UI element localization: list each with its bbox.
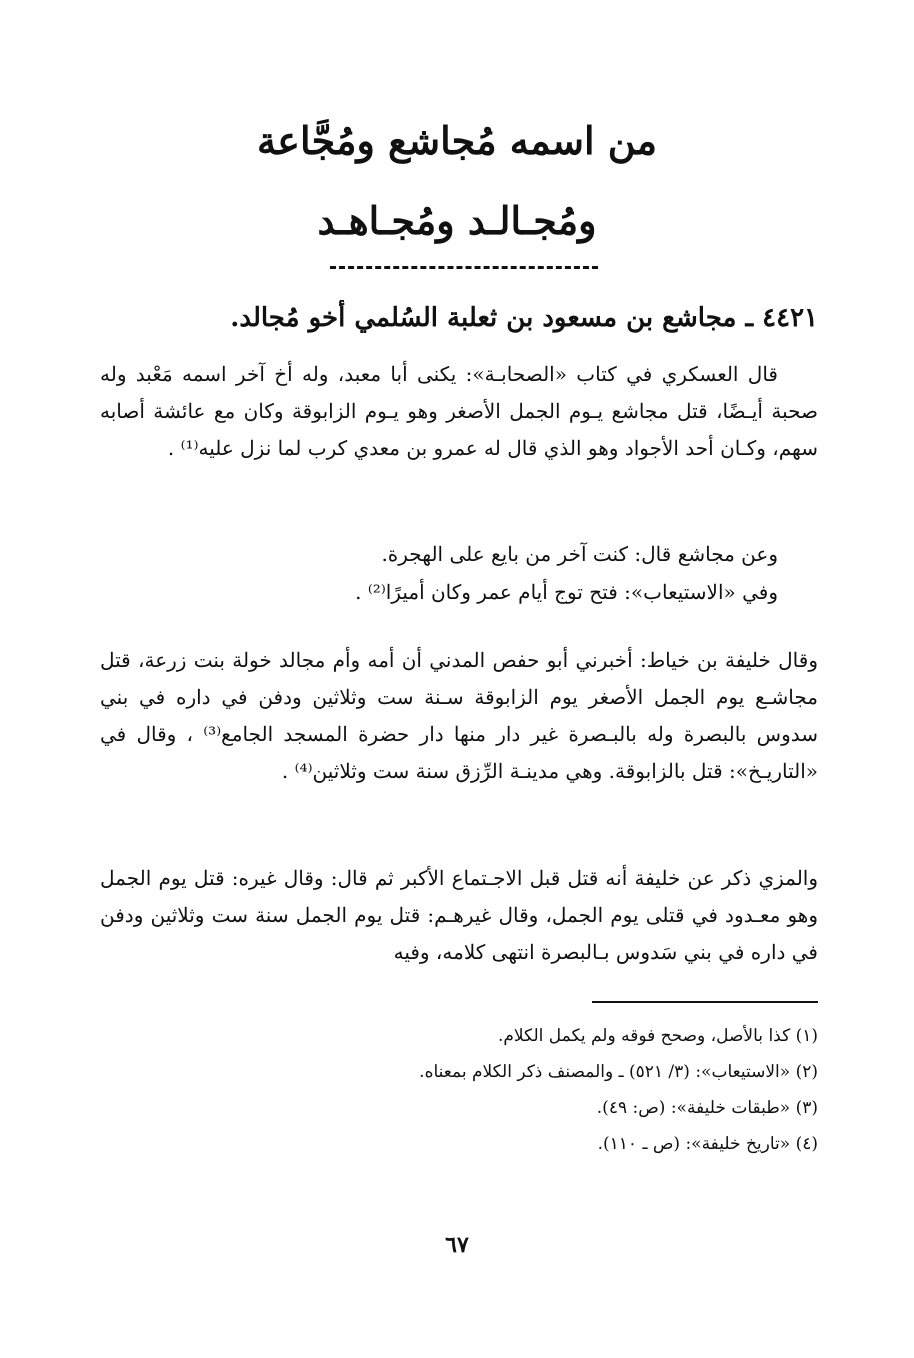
paragraph-4: وقال خليفة بن خياط: أخبرني أبو حفص المدني أن أمه وأم مجالد خولة بنت زرعة، قتل مجاشـع يوم الجمل الأصغر يوم الزابوقة سـنة ست وثلاثين ودفن في داره في بني سدوس بالبصرة وله بالبـصرة غير دار منها دار حضرة المسجد الجامع⁽³⁾ ، وقال في «التاريـخ»: قتل بالزابوقة. وهي مدينـة الرِّزق سنة ست وثلاثين⁽⁴⁾ . bbox=[100, 648, 819, 783]
chapter-title-line-2: ومُجـالـد ومُجـاهـد bbox=[317, 198, 597, 243]
entry-heading: ٤٤٢١ ـ مجاشع بن مسعود بن ثعلبة السُلمي أخو مُجالد. bbox=[230, 303, 818, 333]
paragraph-2: وعن مجاشع قال: كنت آخر من بايع على الهجرة. bbox=[381, 542, 778, 566]
footnote-4: (٤) «تاريخ خليفة»: (ص ـ ١١٠). bbox=[597, 1134, 818, 1154]
paragraph-3: وفي «الاستيعاب»: فتح توج أيام عمر وكان أميرًا⁽²⁾ . bbox=[355, 580, 778, 604]
footnote-separator bbox=[592, 1001, 818, 1003]
paragraph-5: والمزي ذكر عن خليفة أنه قتل قبل الاجـتماع الأكبر ثم قال: وقال غيره: قتل يوم الجمل وهو معـدود في قتلى يوم الجمل، وقال غيرهـم: قتل يوم الجمل سنة ست وثلاثين ودفن في داره في بني سَدوس بـالبصرة انتهى كلامه، وفيه bbox=[100, 866, 818, 964]
title-divider bbox=[330, 266, 598, 269]
page-number: ٦٧ bbox=[445, 1232, 469, 1258]
footnote-1: (١) كذا بالأصل، وصحح فوقه ولم يكمل الكلام. bbox=[497, 1026, 818, 1046]
footnote-2: (٢) «الاستيعاب»: (٣/ ٥٢١) ـ والمصنف ذكر الكلام بمعناه. bbox=[419, 1062, 818, 1082]
paragraph-1: قال العسكري في كتاب «الصحابـة»: يكنى أبا معبد، وله أخ آخر اسمه مَعْبد وله صحبة أيـضًا، قتل مجاشع يـوم الجمل الأصغر وهو يـوم الزابوقة وكان مع عائشة أصابه سهم، وكـان أحد الأجواد وهو الذي قال له عمرو بن معدي كرب لما نزل عليه⁽¹⁾ . bbox=[100, 362, 818, 460]
footnotes bbox=[120, 1018, 818, 1162]
chapter-title-line-1: من اسمه مُجاشع ومُجَّاعة bbox=[256, 118, 658, 163]
footnote-3: (٣) «طبقات خليفة»: (ص: ٤٩). bbox=[596, 1098, 818, 1118]
